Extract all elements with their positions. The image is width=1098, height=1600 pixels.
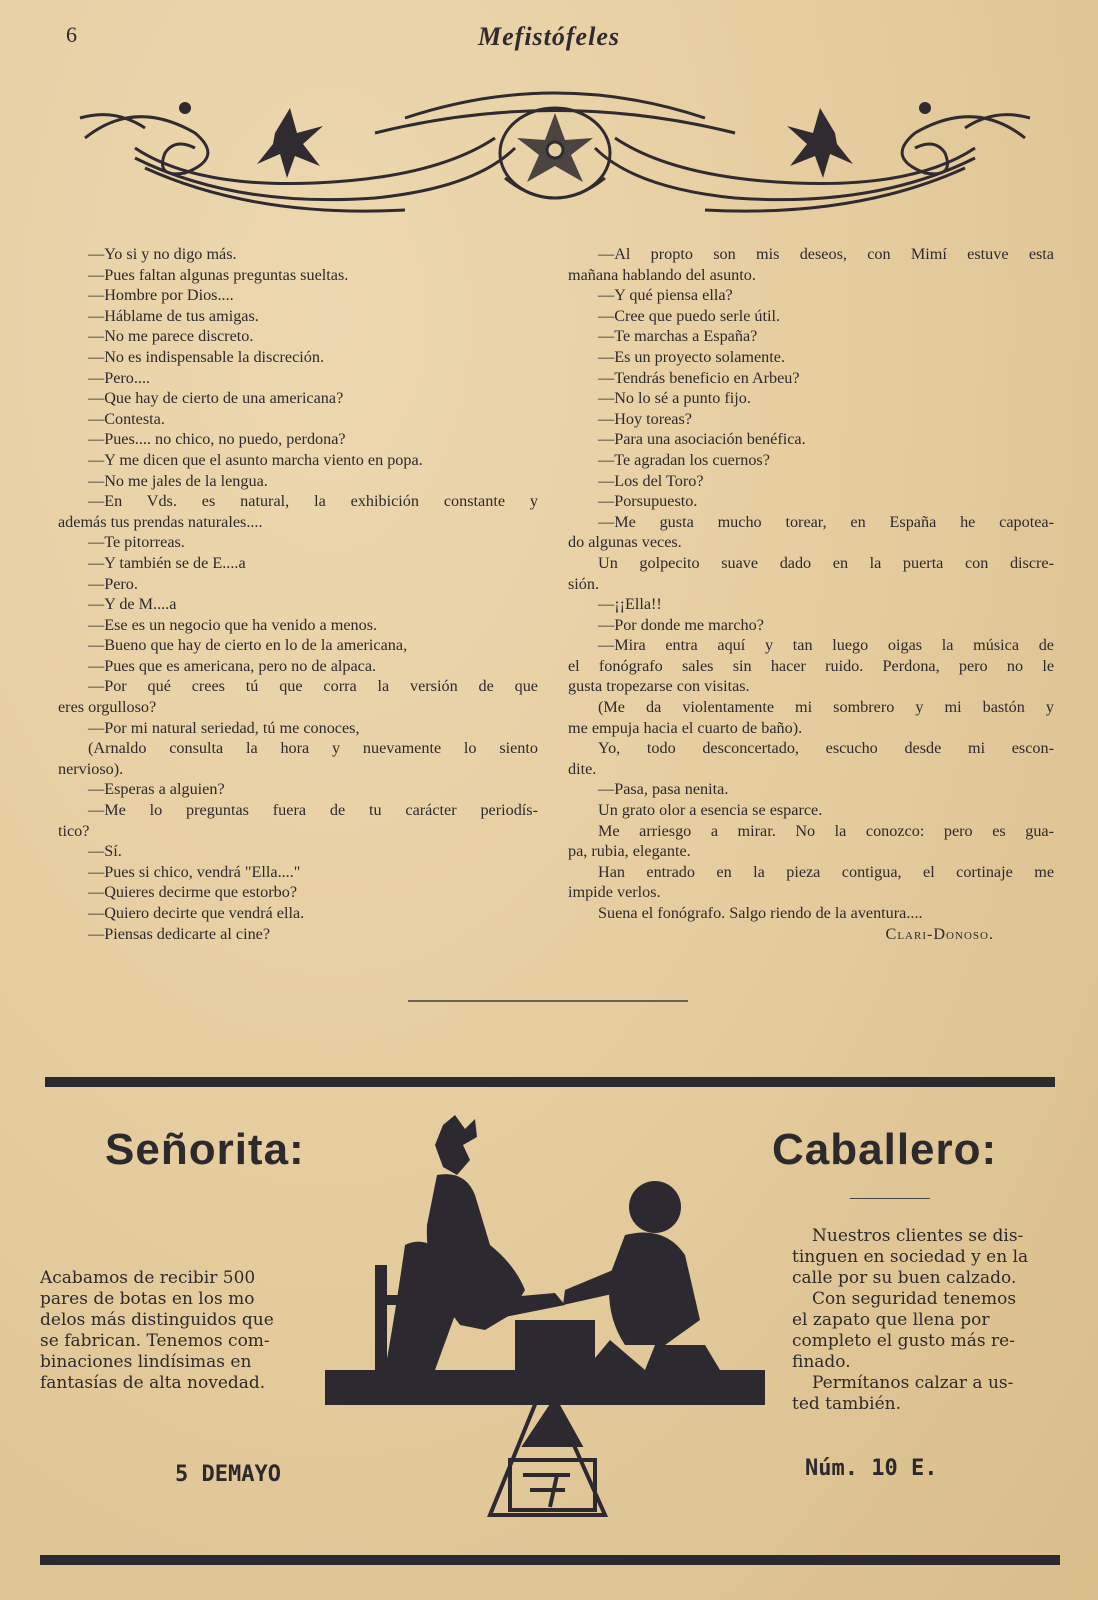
article-line: —Sí. [88, 842, 122, 861]
article-line: —Para una asociación benéfica. [598, 430, 806, 449]
shoe-fitting-silhouette-icon [325, 1115, 795, 1535]
article-line: —Porsupuesto. [598, 492, 698, 511]
article-line: —¡¡Ella!! [598, 595, 662, 614]
article-line: —Yo si y no digo más. [88, 245, 237, 263]
ad-line: el zapato que llena por [792, 1310, 990, 1330]
article-line: —Y qué piensa ella? [598, 286, 733, 305]
article-line: —No me parece discreto. [88, 327, 254, 346]
article-line: (Arnaldo consulta la hora y nuevamente lo siento [88, 739, 538, 758]
article-line: —Pues.... no chico, no puedo, perdona? [88, 430, 346, 449]
article-line: Han entrado en la pieza contigua, el cortinaje me [598, 862, 1054, 881]
ad-address: 5 DEMAYO [175, 1462, 281, 1487]
article-line: do algunas veces. [568, 533, 682, 552]
ad-street-number: Núm. 10 E. [805, 1456, 938, 1481]
article-line: —No es indispensable la discreción. [88, 347, 325, 366]
article-line: (Me da violentamente mi sombrero y mi bastón y [598, 698, 1054, 717]
article-line: Me arriesgo a mirar. No la conozco: pero es gua- [598, 821, 1054, 840]
ad-title-caballero: Caballero: [772, 1125, 998, 1174]
article-line: —En Vds. es natural, la exhibición constante y [88, 492, 538, 511]
page-number: 6 [66, 22, 77, 47]
article-line: Un grato olor a esencia se esparce. [598, 801, 823, 820]
article-line: —Mira entra aquí y tan luego oigas la música de [598, 636, 1054, 655]
ad-line: tinguen en sociedad y en la [792, 1247, 1029, 1267]
article-line: —Quiero decirte que vendrá ella. [88, 904, 305, 922]
article-line: Suena el fonógrafo. Salgo riendo de la aventura.... [598, 904, 923, 922]
article-line: —No lo sé a punto fijo. [598, 389, 751, 408]
article-line: Yo, todo desconcertado, escucho desde mi escon- [598, 739, 1054, 758]
article-line: —Ese es un negocio que ha venido a menos. [88, 615, 378, 634]
ad-line: calle por su buen calzado. [792, 1268, 1017, 1288]
article-line: mañana hablando del asunto. [568, 265, 756, 284]
article-line: nervioso). [58, 759, 124, 778]
ad-line: Con seguridad tenemos [812, 1289, 1017, 1309]
ad-line: Permítanos calzar a us- [812, 1373, 1014, 1393]
article-line: —Pues faltan algunas preguntas sueltas. [88, 265, 349, 284]
ad-right-text [792, 1226, 1067, 1415]
ad-left-text [40, 1268, 323, 1394]
article-line: —Y de M....a [88, 595, 177, 614]
ad-line: delos más distinguidos que [40, 1310, 274, 1330]
article-line: —No me jales de la lengua. [88, 471, 268, 490]
article-line: me empuja hacia el cuarto de baño). [568, 718, 803, 737]
article-line: Clari-Donoso. [885, 924, 994, 943]
ad-bottom-border [40, 1555, 1060, 1565]
article-line: —Piensas dedicarte al cine? [88, 924, 271, 943]
article-right-column [568, 244, 1054, 944]
article-line: —Por qué crees tú que corra la versión de que [88, 677, 538, 696]
article-line: Un golpecito suave dado en la puerta con discre- [598, 553, 1054, 572]
article-line: —Al propto son mis deseos, con Mimí estuve esta [598, 245, 1054, 263]
ad-line: binaciones lindísimas en [40, 1352, 252, 1372]
ad-line: completo el gusto más re- [792, 1331, 1015, 1351]
article-line: —Pero.... [88, 368, 151, 387]
article-line: —Quieres decirme que estorbo? [88, 883, 298, 902]
art-nouveau-floral-header-icon [75, 78, 1035, 218]
article-line: —Hombre por Dios.... [88, 286, 234, 305]
article-line: gusta tropezarse con visitas. [568, 677, 750, 696]
ad-line: ted también. [792, 1394, 901, 1414]
section-divider [408, 1000, 688, 1002]
article-line: —Pasa, pasa nenita. [598, 780, 729, 799]
article-line: —Cree que puedo serle útil. [598, 306, 781, 325]
article-line: —Y también se de E....a [88, 553, 246, 572]
article-line: eres orgulloso? [58, 698, 157, 717]
article-line: —Te marchas a España? [598, 327, 758, 346]
ad-title-senorita: Señorita: [105, 1125, 305, 1174]
article-line: —Bueno que hay de cierto en lo de la americana, [88, 636, 408, 655]
article-line: sión. [568, 574, 600, 593]
article-line: —Hoy toreas? [598, 409, 692, 428]
article-line: —Pues si chico, vendrá "Ella...." [88, 862, 301, 881]
article-line: —Me gusta mucho torear, en España he capotea- [598, 512, 1054, 531]
article-line: tico? [58, 821, 90, 840]
article-line: —Contesta. [88, 409, 165, 428]
masthead-title: Mefistófeles [478, 22, 620, 51]
article-line: —Me lo preguntas fuera de tu carácter periodís- [88, 801, 538, 820]
article-left-column [58, 244, 538, 944]
article-line: —Tendrás beneficio en Arbeu? [598, 368, 800, 387]
article-line: el fonógrafo sales sin hacer ruido. Perdona, pero no le [568, 656, 1054, 675]
article-line: —Pues que es americana, pero no de alpaca. [88, 656, 377, 675]
article-line: —Esperas a alguien? [88, 780, 225, 799]
ad-title-rule [850, 1198, 930, 1199]
ad-line: fantasías de alta novedad. [40, 1373, 266, 1393]
article-line: —Pero. [88, 574, 138, 593]
article-line: dite. [568, 759, 597, 778]
article-line: —Y me dicen que el asunto marcha viento en popa. [88, 450, 423, 469]
article-line: además tus prendas naturales.... [58, 512, 263, 531]
article-line: impide verlos. [568, 883, 661, 902]
ad-line: pares de botas en los mo [40, 1289, 255, 1309]
ad-line: Nuestros clientes se dis- [812, 1226, 1024, 1246]
ad-line: se fabrican. Tenemos com- [40, 1331, 270, 1351]
ad-top-border [45, 1077, 1055, 1087]
article-line: —Háblame de tus amigas. [88, 306, 259, 325]
article-line: pa, rubia, elegante. [568, 842, 691, 861]
article-line: —Te agradan los cuernos? [598, 450, 770, 469]
article-line: —Por mi natural seriedad, tú me conoces, [88, 718, 360, 737]
article-line: —Por donde me marcho? [598, 615, 764, 634]
ad-line: finado. [792, 1352, 851, 1372]
ad-line: Acabamos de recibir 500 [40, 1268, 256, 1288]
article-line: —Es un proyecto solamente. [598, 347, 786, 366]
article-line: —Te pitorreas. [88, 533, 185, 552]
article-line: —Que hay de cierto de una americana? [88, 389, 344, 408]
article-line: —Los del Toro? [598, 471, 704, 490]
